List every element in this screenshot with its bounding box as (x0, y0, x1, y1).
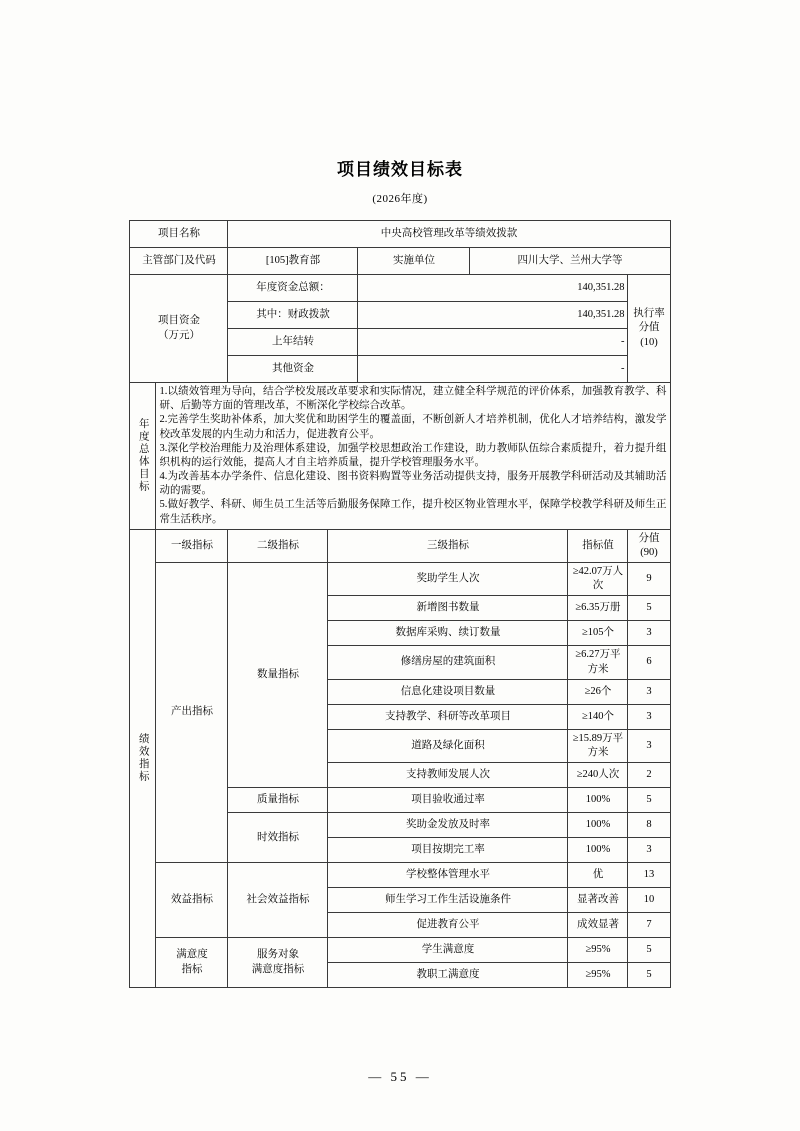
indicator-score: 5 (628, 938, 670, 963)
fund-row-value: - (358, 356, 628, 383)
level3-label: 信息化建设项目数量 (328, 679, 568, 704)
level3-label: 修缮房屋的建筑面积 (328, 646, 568, 679)
indicator-score: 2 (628, 763, 670, 788)
fund-row-value: - (358, 329, 628, 356)
level1-benefit: 效益指标 (156, 863, 228, 938)
table-row-department (130, 248, 670, 275)
table-row (130, 563, 670, 596)
level2-social-benefit: 社会效益指标 (228, 863, 328, 938)
level1-satisfaction-line2: 指标 (181, 963, 203, 975)
fund-row-value: 140,351.28 (358, 275, 628, 302)
indicator-value: ≥42.07万人次 (568, 563, 628, 596)
project-name-label: 项目名称 (130, 221, 228, 248)
funds-label-line1: 项目资金 (157, 315, 200, 327)
performance-goal-table (129, 220, 670, 988)
indicator-score: 3 (628, 679, 670, 704)
level3-label: 项目验收通过率 (328, 788, 568, 813)
indicator-score: 3 (628, 621, 670, 646)
level2-quality: 质量指标 (228, 788, 328, 813)
table-row-fund-total (130, 275, 670, 302)
execution-rate-line1: 执行率 (633, 308, 665, 320)
page-number: — 55 — (368, 1069, 432, 1084)
indicator-score: 8 (628, 813, 670, 838)
indicator-score: 3 (628, 704, 670, 729)
indicator-value: ≥6.27万平方米 (568, 646, 628, 679)
indicator-value: 显著改善 (568, 888, 628, 913)
indicator-value: 成效显著 (568, 913, 628, 938)
column-header-level3: 三级指标 (328, 529, 568, 562)
level3-label: 促进教育公平 (328, 913, 568, 938)
indicator-score: 13 (628, 863, 670, 888)
level2-timeliness: 时效指标 (228, 813, 328, 863)
level3-label: 教职工满意度 (328, 963, 568, 988)
level2-service-satisfaction-line2: 满意度指标 (251, 963, 305, 975)
table-row-overall-goal (130, 383, 670, 530)
fund-row-name: 其中：财政拨款 (228, 302, 358, 329)
page-subtitle: (2026年度) (372, 193, 428, 205)
level2-service-satisfaction-line1: 服务对象 (256, 949, 299, 961)
unit-value: 四川大学、兰州大学等 (470, 248, 670, 275)
level2-quantity: 数量指标 (228, 563, 328, 788)
indicator-vertical-text: 绩效指标 (137, 733, 149, 784)
column-header-score (628, 529, 670, 562)
overall-goal-item: 2.完善学生奖助补体系，加大奖优和助困学生的覆盖面，不断创新人才培养机制，优化人才培养结构，激发学校改革发展的内生动力和活力，促进教育公平。 (159, 414, 667, 440)
table-row (130, 938, 670, 963)
overall-goal-item: 3.深化学校治理能力及治理体系建设，加强学校思想政治工作建设，助力教师队伍综合素质提升，着力提升组织机构的运行效能，提高人才自主培养质量，提升学校管理服务水平。 (159, 442, 667, 468)
overall-goal-vertical-text: 年度总体目标 (137, 418, 149, 494)
level1-satisfaction-line1: 满意度 (176, 949, 208, 961)
table-row-indicator-header (130, 529, 670, 562)
column-header-score-line1: 分值 (638, 532, 660, 544)
indicator-value: ≥95% (568, 938, 628, 963)
table-row-project-name (130, 221, 670, 248)
indicator-value: ≥26个 (568, 679, 628, 704)
indicator-score: 5 (628, 963, 670, 988)
indicator-score: 6 (628, 646, 670, 679)
overall-goal-item: 5.做好教学、科研、师生员工生活等后勤服务保障工作，提升校区物业管理水平，保障学校教学科研及师生正常生活秩序。 (159, 499, 667, 525)
indicator-score: 7 (628, 913, 670, 938)
overall-goal-text (156, 383, 670, 530)
level3-label: 师生学习工作生活设施条件 (328, 888, 568, 913)
indicator-value: 100% (568, 788, 628, 813)
level3-label: 项目按期完工率 (328, 838, 568, 863)
indicator-value: ≥140个 (568, 704, 628, 729)
indicator-value: ≥105个 (568, 621, 628, 646)
overall-goal-item: 4.为改善基本办学条件、信息化建设、图书资料购置等业务活动提供支持，服务开展教学科研活动及其辅助活动的需要。 (159, 471, 667, 497)
funds-label (130, 275, 228, 383)
execution-rate-line2: 分值 (638, 322, 660, 334)
fund-row-name: 其他资金 (228, 356, 358, 383)
column-header-level1: 一级指标 (156, 529, 228, 562)
table-row (130, 863, 670, 888)
indicator-value: 100% (568, 813, 628, 838)
indicator-score: 9 (628, 563, 670, 596)
overall-goal-vertical-label (130, 383, 156, 530)
indicator-score: 3 (628, 838, 670, 863)
execution-rate-line3: (10) (640, 336, 658, 348)
fund-row-name: 年度资金总额： (228, 275, 358, 302)
funds-label-line2: （万元） (157, 329, 200, 341)
level3-label: 奖助学生人次 (328, 563, 568, 596)
indicator-value: 100% (568, 838, 628, 863)
execution-rate-label (628, 275, 670, 383)
level1-output: 产出指标 (156, 563, 228, 863)
overall-goal-item: 1.以绩效管理为导向，结合学校发展改革要求和实际情况，建立健全科学规范的评价体系，加强教育教学、科研、后勤等方面的管理改革，不断深化学校综合改革。 (159, 386, 667, 412)
level3-label: 支持教学、科研等改革项目 (328, 704, 568, 729)
column-header-level2: 二级指标 (228, 529, 328, 562)
indicator-value: ≥95% (568, 963, 628, 988)
level3-label: 支持教师发展人次 (328, 763, 568, 788)
indicator-value: 优 (568, 863, 628, 888)
level3-label: 道路及绿化面积 (328, 729, 568, 762)
unit-label: 实施单位 (358, 248, 470, 275)
department-value: [105]教育部 (228, 248, 358, 275)
indicator-value: ≥6.35万册 (568, 596, 628, 621)
indicator-score: 10 (628, 888, 670, 913)
level3-label: 新增图书数量 (328, 596, 568, 621)
level3-label: 奖助金发放及时率 (328, 813, 568, 838)
level1-satisfaction (156, 938, 228, 988)
level3-label: 数据库采购、续订数量 (328, 621, 568, 646)
fund-row-value: 140,351.28 (358, 302, 628, 329)
level3-label: 学生满意度 (328, 938, 568, 963)
level3-label: 学校整体管理水平 (328, 863, 568, 888)
indicator-value: ≥240人次 (568, 763, 628, 788)
indicator-score: 5 (628, 788, 670, 813)
department-label: 主管部门及代码 (130, 248, 228, 275)
level2-service-satisfaction (228, 938, 328, 988)
indicator-value: ≥15.89万平方米 (568, 729, 628, 762)
project-name-value: 中央高校管理改革等绩效拨款 (228, 221, 670, 248)
indicator-score: 5 (628, 596, 670, 621)
column-header-score-line2: (90) (640, 546, 658, 558)
column-header-value: 指标值 (568, 529, 628, 562)
indicator-score: 3 (628, 729, 670, 762)
indicator-vertical-label (130, 529, 156, 987)
page-title: 项目绩效目标表 (337, 160, 463, 179)
fund-row-name: 上年结转 (228, 329, 358, 356)
